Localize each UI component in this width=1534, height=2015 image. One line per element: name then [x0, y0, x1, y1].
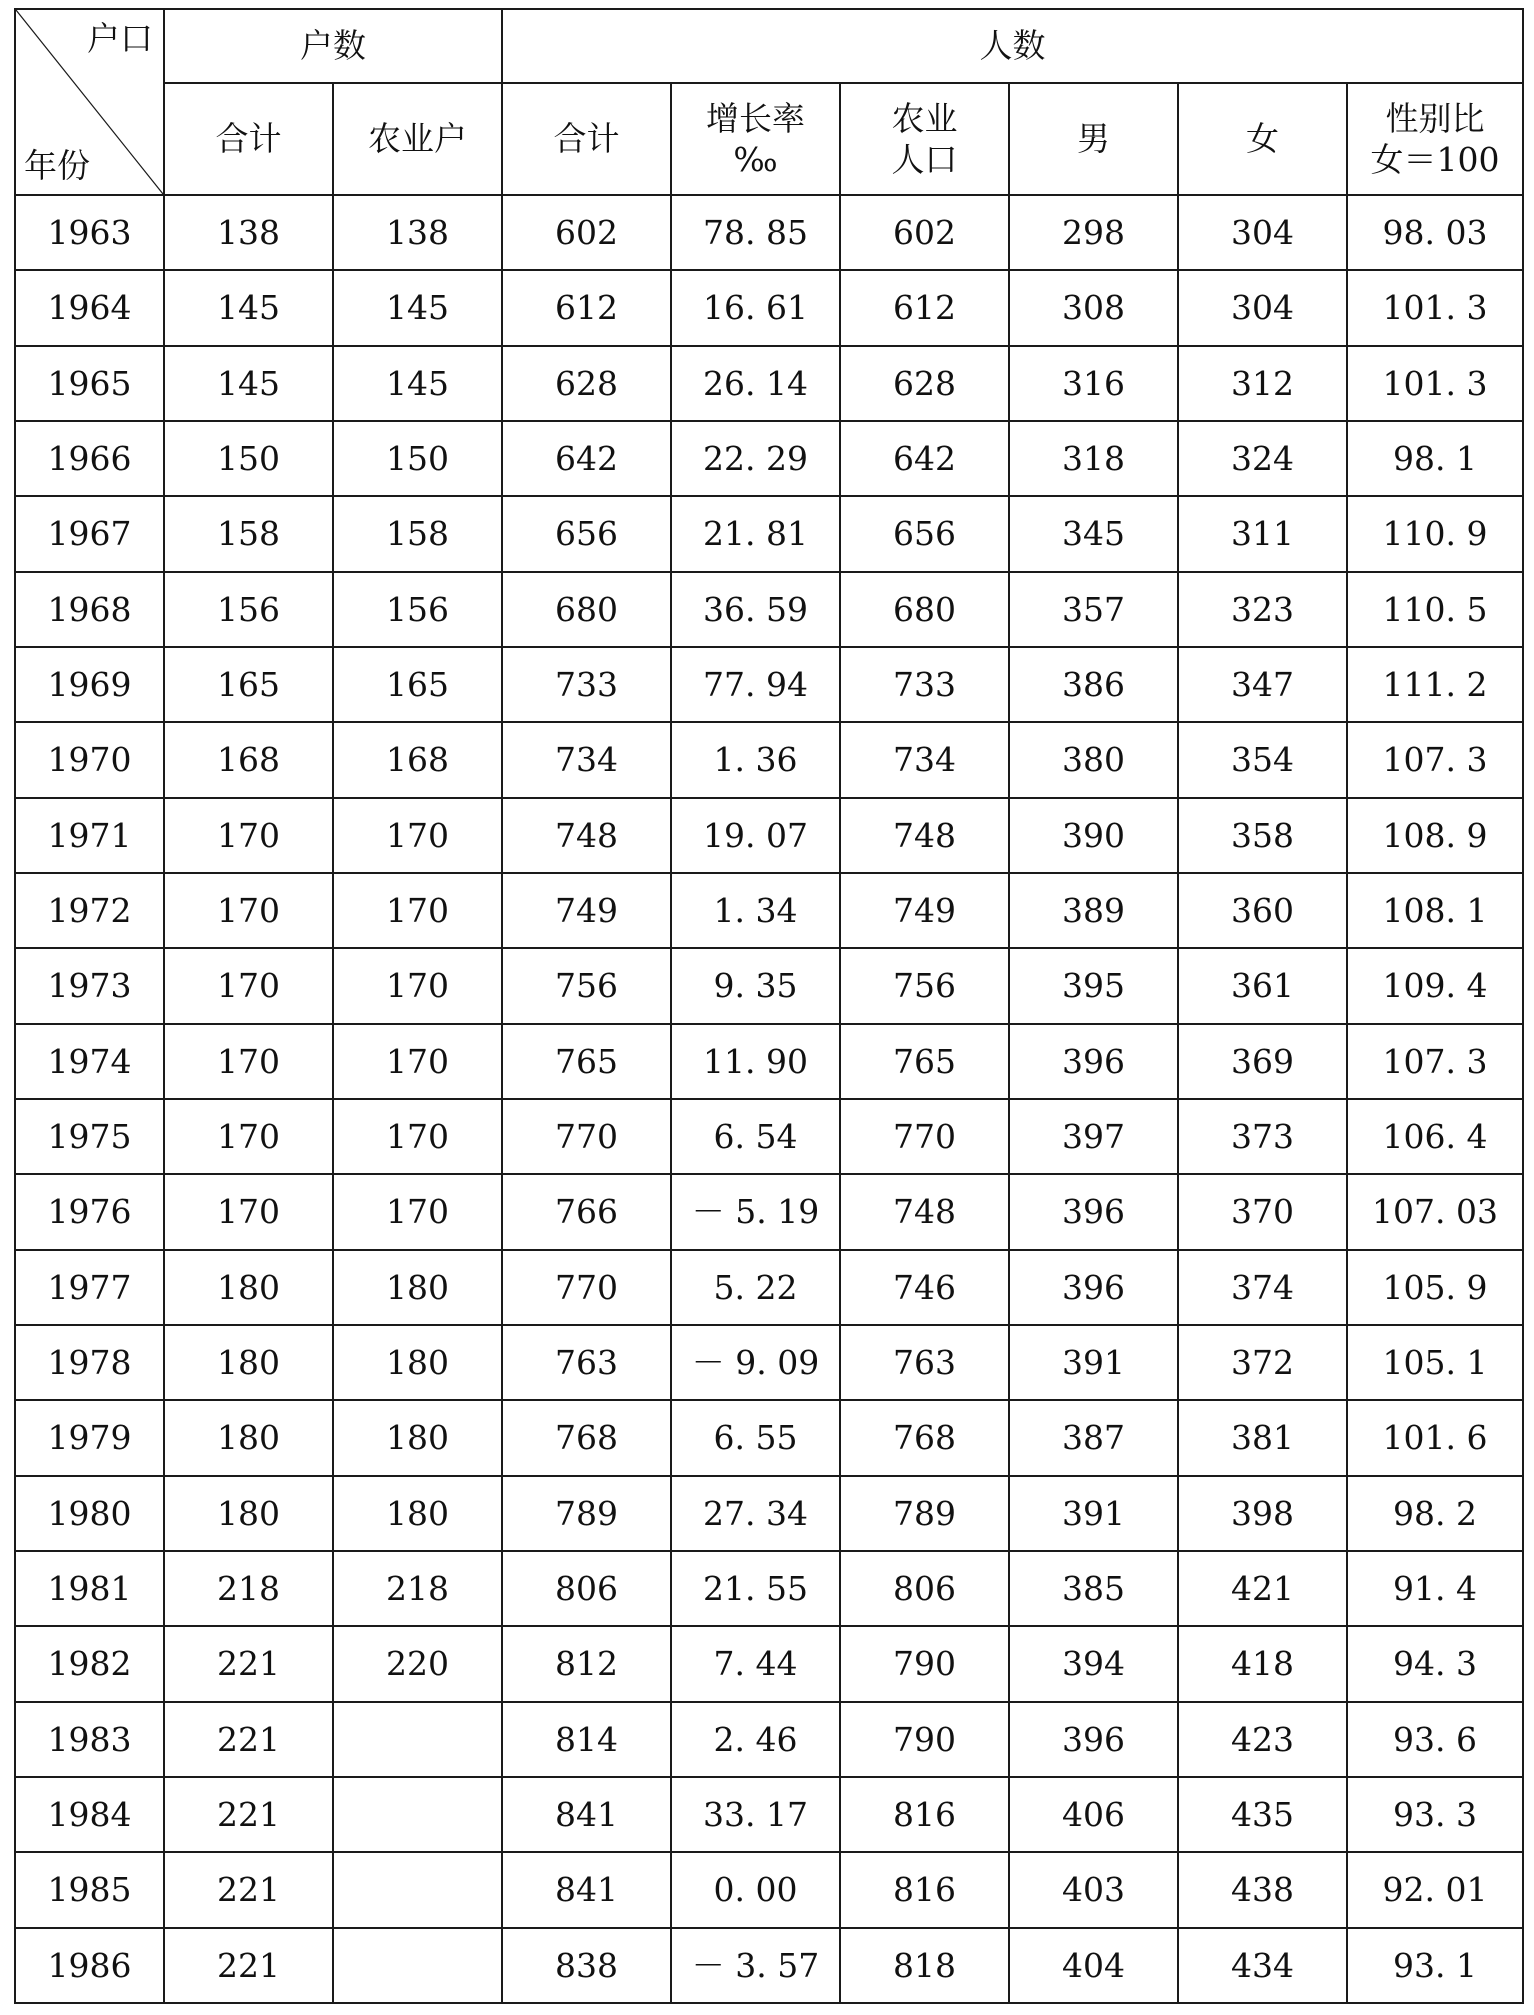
- col-header-male: 男: [1009, 83, 1178, 195]
- cell-year: 1968: [15, 572, 164, 647]
- cell-growth-rate: 78. 85: [671, 195, 840, 270]
- cell-agricultural-population: 612: [840, 270, 1009, 345]
- cell-agricultural-households: 158: [333, 496, 502, 571]
- cell-sex-ratio: 110. 9: [1347, 496, 1523, 571]
- table-row: [15, 270, 1523, 345]
- cell-population-total: 812: [502, 1626, 671, 1701]
- cell-sex-ratio: 109. 4: [1347, 948, 1523, 1023]
- cell-population-total: 814: [502, 1702, 671, 1777]
- cell-population-total: 628: [502, 346, 671, 421]
- cell-population-total: 806: [502, 1551, 671, 1626]
- table-row: [15, 346, 1523, 421]
- cell-male: 394: [1009, 1626, 1178, 1701]
- table-row: [15, 873, 1523, 948]
- cell-population-total: 841: [502, 1777, 671, 1852]
- cell-agricultural-households: 170: [333, 948, 502, 1023]
- cell-households-total: 170: [164, 798, 333, 873]
- cell-population-total: 749: [502, 873, 671, 948]
- cell-households-total: 165: [164, 647, 333, 722]
- cell-growth-rate: 6. 55: [671, 1400, 840, 1475]
- cell-male: 345: [1009, 496, 1178, 571]
- cell-female: 304: [1178, 195, 1347, 270]
- cell-growth-rate: 36. 59: [671, 572, 840, 647]
- cell-households-total: 180: [164, 1476, 333, 1551]
- cell-female: 323: [1178, 572, 1347, 647]
- agri-pop-label-line1: 农业: [891, 98, 958, 138]
- cell-sex-ratio: 107. 3: [1347, 722, 1523, 797]
- cell-sex-ratio: 91. 4: [1347, 1551, 1523, 1626]
- cell-female: 370: [1178, 1174, 1347, 1249]
- table-row: [15, 195, 1523, 270]
- cell-households-total: 218: [164, 1551, 333, 1626]
- cell-agricultural-households: 138: [333, 195, 502, 270]
- cell-population-total: 768: [502, 1400, 671, 1475]
- cell-agricultural-households: [333, 1852, 502, 1927]
- table-row: [15, 1325, 1523, 1400]
- cell-households-total: 170: [164, 873, 333, 948]
- cell-sex-ratio: 93. 3: [1347, 1777, 1523, 1852]
- cell-sex-ratio: 105. 9: [1347, 1250, 1523, 1325]
- cell-year: 1980: [15, 1476, 164, 1551]
- cell-population-total: 838: [502, 1928, 671, 2003]
- cell-population-total: 756: [502, 948, 671, 1023]
- cell-population-total: 734: [502, 722, 671, 797]
- table-row: [15, 1024, 1523, 1099]
- cell-male: 396: [1009, 1024, 1178, 1099]
- cell-agricultural-households: 170: [333, 1024, 502, 1099]
- cell-year: 1983: [15, 1702, 164, 1777]
- sex-ratio-base: 女＝100: [1370, 140, 1500, 179]
- table-row: [15, 1852, 1523, 1927]
- col-header-population-total: 合计: [502, 83, 671, 195]
- cell-year: 1970: [15, 722, 164, 797]
- cell-agricultural-population: 818: [840, 1928, 1009, 2003]
- cell-sex-ratio: 101. 3: [1347, 270, 1523, 345]
- cell-households-total: 168: [164, 722, 333, 797]
- cell-agricultural-population: 602: [840, 195, 1009, 270]
- col-header-agricultural-population: [840, 83, 1009, 195]
- cell-households-total: 180: [164, 1400, 333, 1475]
- cell-male: 386: [1009, 647, 1178, 722]
- cell-sex-ratio: 93. 1: [1347, 1928, 1523, 2003]
- cell-year: 1971: [15, 798, 164, 873]
- cell-female: 398: [1178, 1476, 1347, 1551]
- cell-year: 1977: [15, 1250, 164, 1325]
- table-row: [15, 496, 1523, 571]
- table-row: [15, 1928, 1523, 2003]
- cell-male: 391: [1009, 1476, 1178, 1551]
- cell-male: 406: [1009, 1777, 1178, 1852]
- cell-growth-rate: 33. 17: [671, 1777, 840, 1852]
- cell-year: 1979: [15, 1400, 164, 1475]
- cell-female: 421: [1178, 1551, 1347, 1626]
- col-header-households-total: 合计: [164, 83, 333, 195]
- cell-agricultural-population: 763: [840, 1325, 1009, 1400]
- cell-female: 360: [1178, 873, 1347, 948]
- col-header-growth-rate: [671, 83, 840, 195]
- cell-female: 304: [1178, 270, 1347, 345]
- cell-female: 354: [1178, 722, 1347, 797]
- cell-sex-ratio: 98. 1: [1347, 421, 1523, 496]
- cell-growth-rate: 7. 44: [671, 1626, 840, 1701]
- cell-year: 1985: [15, 1852, 164, 1927]
- cell-growth-rate: － 9. 09: [671, 1325, 840, 1400]
- cell-agricultural-population: 749: [840, 873, 1009, 948]
- cell-growth-rate: 11. 90: [671, 1024, 840, 1099]
- cell-households-total: 170: [164, 948, 333, 1023]
- cell-growth-rate: 22. 29: [671, 421, 840, 496]
- cell-agricultural-population: 642: [840, 421, 1009, 496]
- cell-male: 308: [1009, 270, 1178, 345]
- cell-female: 373: [1178, 1099, 1347, 1174]
- cell-sex-ratio: 92. 01: [1347, 1852, 1523, 1927]
- cell-female: 438: [1178, 1852, 1347, 1927]
- cell-female: 418: [1178, 1626, 1347, 1701]
- cell-agricultural-population: 806: [840, 1551, 1009, 1626]
- group-header-households: 户数: [164, 9, 502, 83]
- growth-rate-unit: ‰: [733, 140, 778, 179]
- cell-year: 1978: [15, 1325, 164, 1400]
- cell-agricultural-households: 150: [333, 421, 502, 496]
- cell-growth-rate: 6. 54: [671, 1099, 840, 1174]
- cell-growth-rate: 19. 07: [671, 798, 840, 873]
- cell-sex-ratio: 94. 3: [1347, 1626, 1523, 1701]
- cell-households-total: 170: [164, 1024, 333, 1099]
- cell-year: 1984: [15, 1777, 164, 1852]
- cell-male: 396: [1009, 1174, 1178, 1249]
- cell-households-total: 221: [164, 1626, 333, 1701]
- cell-female: 374: [1178, 1250, 1347, 1325]
- cell-growth-rate: 27. 34: [671, 1476, 840, 1551]
- cell-growth-rate: 26. 14: [671, 346, 840, 421]
- cell-growth-rate: 21. 81: [671, 496, 840, 571]
- cell-agricultural-households: 180: [333, 1400, 502, 1475]
- table-row: [15, 1099, 1523, 1174]
- cell-households-total: 170: [164, 1174, 333, 1249]
- table-row: [15, 421, 1523, 496]
- cell-agricultural-population: 746: [840, 1250, 1009, 1325]
- cell-year: 1974: [15, 1024, 164, 1099]
- cell-growth-rate: 5. 22: [671, 1250, 840, 1325]
- cell-male: 395: [1009, 948, 1178, 1023]
- table-row: [15, 647, 1523, 722]
- group-header-population: 人数: [502, 9, 1523, 83]
- cell-agricultural-population: 816: [840, 1852, 1009, 1927]
- cell-households-total: 156: [164, 572, 333, 647]
- cell-year: 1967: [15, 496, 164, 571]
- cell-households-total: 150: [164, 421, 333, 496]
- cell-male: 404: [1009, 1928, 1178, 2003]
- cell-male: 380: [1009, 722, 1178, 797]
- cell-households-total: 221: [164, 1777, 333, 1852]
- cell-population-total: 789: [502, 1476, 671, 1551]
- cell-agricultural-population: 770: [840, 1099, 1009, 1174]
- cell-male: 396: [1009, 1250, 1178, 1325]
- cell-female: 369: [1178, 1024, 1347, 1099]
- growth-rate-label: 增长率: [706, 98, 805, 138]
- cell-female: 381: [1178, 1400, 1347, 1475]
- cell-female: 324: [1178, 421, 1347, 496]
- cell-agricultural-households: 170: [333, 1174, 502, 1249]
- table-row: [15, 1777, 1523, 1852]
- cell-population-total: 766: [502, 1174, 671, 1249]
- cell-households-total: 221: [164, 1702, 333, 1777]
- corner-label-year: 年份: [24, 145, 90, 185]
- cell-sex-ratio: 101. 6: [1347, 1400, 1523, 1475]
- cell-sex-ratio: 105. 1: [1347, 1325, 1523, 1400]
- cell-agricultural-households: 145: [333, 270, 502, 345]
- cell-agricultural-households: 180: [333, 1476, 502, 1551]
- table-row: [15, 1551, 1523, 1626]
- cell-agricultural-households: 180: [333, 1250, 502, 1325]
- cell-households-total: 180: [164, 1325, 333, 1400]
- header-corner-cell: [15, 9, 164, 195]
- cell-year: 1972: [15, 873, 164, 948]
- cell-agricultural-population: 816: [840, 1777, 1009, 1852]
- corner-label-household-registration: 户口: [87, 19, 153, 58]
- cell-growth-rate: 16. 61: [671, 270, 840, 345]
- cell-agricultural-households: 165: [333, 647, 502, 722]
- cell-agricultural-population: 734: [840, 722, 1009, 797]
- table-row: [15, 1400, 1523, 1475]
- cell-agricultural-households: [333, 1777, 502, 1852]
- col-header-female: 女: [1178, 83, 1347, 195]
- cell-growth-rate: 2. 46: [671, 1702, 840, 1777]
- cell-male: 318: [1009, 421, 1178, 496]
- cell-households-total: 145: [164, 346, 333, 421]
- cell-male: 390: [1009, 798, 1178, 873]
- cell-sex-ratio: 101. 3: [1347, 346, 1523, 421]
- cell-agricultural-population: 756: [840, 948, 1009, 1023]
- cell-population-total: 748: [502, 798, 671, 873]
- cell-agricultural-households: 170: [333, 798, 502, 873]
- cell-agricultural-population: 790: [840, 1626, 1009, 1701]
- cell-agricultural-households: [333, 1928, 502, 2003]
- cell-agricultural-households: 156: [333, 572, 502, 647]
- cell-population-total: 770: [502, 1099, 671, 1174]
- agri-pop-label-line2: 人口: [891, 140, 958, 179]
- cell-households-total: 170: [164, 1099, 333, 1174]
- cell-agricultural-households: 170: [333, 873, 502, 948]
- col-header-agricultural-households: 农业户: [333, 83, 502, 195]
- table-body: [15, 195, 1523, 2003]
- cell-growth-rate: 1. 34: [671, 873, 840, 948]
- cell-sex-ratio: 108. 1: [1347, 873, 1523, 948]
- cell-agricultural-households: 168: [333, 722, 502, 797]
- cell-population-total: 612: [502, 270, 671, 345]
- cell-year: 1982: [15, 1626, 164, 1701]
- table-row: [15, 1626, 1523, 1701]
- cell-male: 316: [1009, 346, 1178, 421]
- cell-agricultural-households: [333, 1702, 502, 1777]
- table-row: [15, 1476, 1523, 1551]
- cell-agricultural-population: 656: [840, 496, 1009, 571]
- cell-population-total: 656: [502, 496, 671, 571]
- cell-male: 396: [1009, 1702, 1178, 1777]
- cell-sex-ratio: 93. 6: [1347, 1702, 1523, 1777]
- cell-sex-ratio: 106. 4: [1347, 1099, 1523, 1174]
- cell-male: 403: [1009, 1852, 1178, 1927]
- cell-agricultural-population: 790: [840, 1702, 1009, 1777]
- cell-population-total: 680: [502, 572, 671, 647]
- cell-households-total: 180: [164, 1250, 333, 1325]
- cell-agricultural-population: 748: [840, 1174, 1009, 1249]
- table-row: [15, 572, 1523, 647]
- cell-agricultural-population: 628: [840, 346, 1009, 421]
- cell-male: 385: [1009, 1551, 1178, 1626]
- cell-male: 389: [1009, 873, 1178, 948]
- cell-agricultural-population: 789: [840, 1476, 1009, 1551]
- cell-female: 434: [1178, 1928, 1347, 2003]
- cell-growth-rate: 1. 36: [671, 722, 840, 797]
- cell-households-total: 221: [164, 1852, 333, 1927]
- cell-agricultural-population: 765: [840, 1024, 1009, 1099]
- col-header-sex-ratio: [1347, 83, 1523, 195]
- cell-households-total: 158: [164, 496, 333, 571]
- cell-population-total: 733: [502, 647, 671, 722]
- sex-ratio-label: 性别比: [1385, 98, 1485, 138]
- table-row: [15, 1250, 1523, 1325]
- cell-growth-rate: 21. 55: [671, 1551, 840, 1626]
- cell-population-total: 841: [502, 1852, 671, 1927]
- cell-female: 372: [1178, 1325, 1347, 1400]
- cell-agricultural-households: 218: [333, 1551, 502, 1626]
- cell-female: 358: [1178, 798, 1347, 873]
- cell-male: 391: [1009, 1325, 1178, 1400]
- cell-sex-ratio: 98. 03: [1347, 195, 1523, 270]
- cell-households-total: 221: [164, 1928, 333, 2003]
- cell-agricultural-households: 170: [333, 1099, 502, 1174]
- table-row: [15, 1702, 1523, 1777]
- cell-population-total: 642: [502, 421, 671, 496]
- cell-year: 1964: [15, 270, 164, 345]
- cell-male: 397: [1009, 1099, 1178, 1174]
- cell-male: 357: [1009, 572, 1178, 647]
- cell-sex-ratio: 111. 2: [1347, 647, 1523, 722]
- cell-male: 387: [1009, 1400, 1178, 1475]
- cell-female: 312: [1178, 346, 1347, 421]
- cell-growth-rate: 77. 94: [671, 647, 840, 722]
- table-row: [15, 722, 1523, 797]
- table-row: [15, 1174, 1523, 1249]
- cell-population-total: 602: [502, 195, 671, 270]
- cell-agricultural-households: 220: [333, 1626, 502, 1701]
- cell-year: 1981: [15, 1551, 164, 1626]
- cell-growth-rate: － 3. 57: [671, 1928, 840, 2003]
- cell-agricultural-households: 180: [333, 1325, 502, 1400]
- cell-agricultural-population: 768: [840, 1400, 1009, 1475]
- cell-year: 1973: [15, 948, 164, 1023]
- cell-growth-rate: 9. 35: [671, 948, 840, 1023]
- cell-female: 311: [1178, 496, 1347, 571]
- cell-population-total: 763: [502, 1325, 671, 1400]
- cell-growth-rate: － 5. 19: [671, 1174, 840, 1249]
- cell-year: 1965: [15, 346, 164, 421]
- cell-year: 1963: [15, 195, 164, 270]
- cell-female: 435: [1178, 1777, 1347, 1852]
- cell-year: 1986: [15, 1928, 164, 2003]
- cell-sex-ratio: 110. 5: [1347, 572, 1523, 647]
- cell-sex-ratio: 107. 3: [1347, 1024, 1523, 1099]
- cell-female: 423: [1178, 1702, 1347, 1777]
- table-header: [15, 9, 1523, 195]
- cell-sex-ratio: 107. 03: [1347, 1174, 1523, 1249]
- cell-agricultural-population: 680: [840, 572, 1009, 647]
- cell-year: 1966: [15, 421, 164, 496]
- cell-population-total: 770: [502, 1250, 671, 1325]
- cell-population-total: 765: [502, 1024, 671, 1099]
- table-row: [15, 948, 1523, 1023]
- cell-growth-rate: 0. 00: [671, 1852, 840, 1927]
- table-row: [15, 798, 1523, 873]
- cell-agricultural-population: 733: [840, 647, 1009, 722]
- cell-year: 1975: [15, 1099, 164, 1174]
- population-table: [14, 8, 1524, 2004]
- cell-agricultural-households: 145: [333, 346, 502, 421]
- cell-year: 1969: [15, 647, 164, 722]
- cell-female: 347: [1178, 647, 1347, 722]
- cell-year: 1976: [15, 1174, 164, 1249]
- cell-female: 361: [1178, 948, 1347, 1023]
- cell-sex-ratio: 108. 9: [1347, 798, 1523, 873]
- cell-male: 298: [1009, 195, 1178, 270]
- cell-households-total: 145: [164, 270, 333, 345]
- cell-households-total: 138: [164, 195, 333, 270]
- cell-agricultural-population: 748: [840, 798, 1009, 873]
- cell-sex-ratio: 98. 2: [1347, 1476, 1523, 1551]
